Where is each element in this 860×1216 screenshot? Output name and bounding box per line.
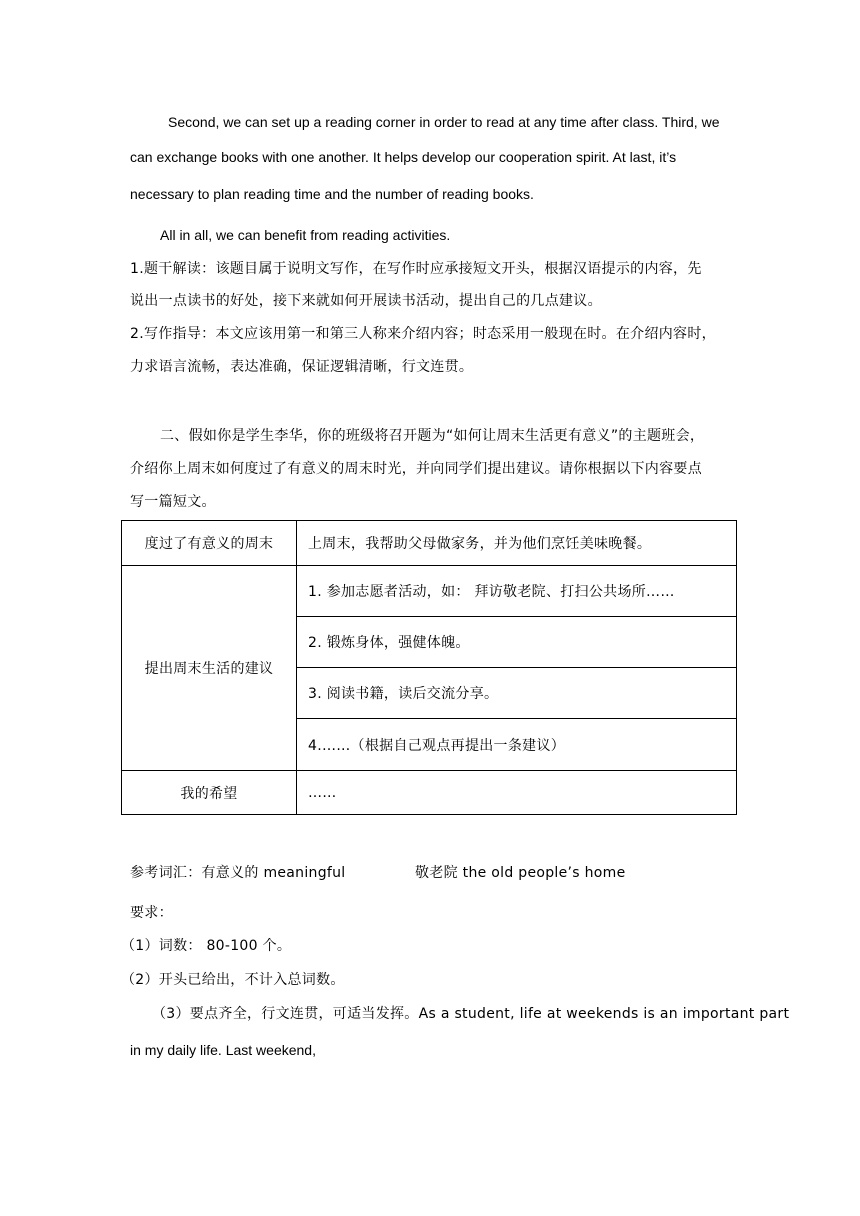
requirements-title: 要求： [130, 905, 173, 921]
requirement-2: （2）开头已给出，不计入总词数。 [121, 972, 345, 988]
table-row [122, 566, 737, 617]
row-label-hope: 我的希望 [122, 771, 297, 815]
note-line: 说出一点读书的好处，接下来就如何开展读书活动，提出自己的几点建议。 [130, 293, 602, 309]
requirement-3: （3）要点齐全，行文连贯，可适当发挥。As a student, life at weekends is an important part [152, 1006, 790, 1022]
vocab-item-old-peoples-home: 敬老院 the old people’s home [415, 865, 626, 881]
essay-line: Second, we can set up a reading corner in order to read at any time after class. Third, we [168, 114, 720, 130]
table-row [122, 771, 737, 815]
note-line: 力求语言流畅，表达准确，保证逻辑清晰，行文连贯。 [130, 359, 474, 375]
row-label-weekend: 度过了有意义的周末 [122, 521, 297, 566]
note-line: 1.题干解读：该题目属于说明文写作，在写作时应承接短文开头，根据汉语提示的内容，先 [130, 261, 702, 277]
suggestion-item: 1. 参加志愿者活动，如： 拜访敬老院、打扫公共场所…… [297, 566, 737, 617]
suggestion-item: 4.……（根据自己观点再提出一条建议） [297, 719, 737, 771]
essay-line: necessary to plan reading time and the number of reading books. [130, 186, 534, 202]
essay-paragraph-2: All in all, we can benefit from reading activities. [160, 227, 451, 243]
row-content-weekend: 上周末，我帮助父母做家务，并为他们烹饪美味晚餐。 [297, 521, 737, 566]
requirement-1: （1）词数： 80-100 个。 [121, 938, 292, 954]
suggestion-item: 2. 锻炼身体，强健体魄。 [297, 617, 737, 668]
note-line: 2.写作指导：本文应该用第一和第三人称来介绍内容；时态采用一般现在时。在介绍内容时， [130, 326, 716, 342]
essay-line: can exchange books with one another. It helps develop our cooperation spirit. At last, it’s [130, 149, 677, 165]
prompt-line: 二、假如你是学生李华，你的班级将召开题为“如何让周末生活更有意义”的主题班会， [160, 428, 705, 444]
table-row [122, 521, 737, 566]
row-content-hope: …… [297, 771, 737, 815]
essay-opening: in my daily life. Last weekend, [130, 1042, 316, 1058]
content-points-table [121, 520, 737, 815]
prompt-line: 写一篇短文。 [130, 494, 216, 510]
prompt-line: 介绍你上周末如何度过了有意义的周末时光，并向同学们提出建议。请你根据以下内容要点 [130, 461, 702, 477]
suggestion-item: 3. 阅读书籍，读后交流分享。 [297, 668, 737, 719]
vocab-item-meaningful: 参考词汇：有意义的 meaningful [130, 865, 346, 881]
row-label-suggestions: 提出周末生活的建议 [122, 566, 297, 771]
